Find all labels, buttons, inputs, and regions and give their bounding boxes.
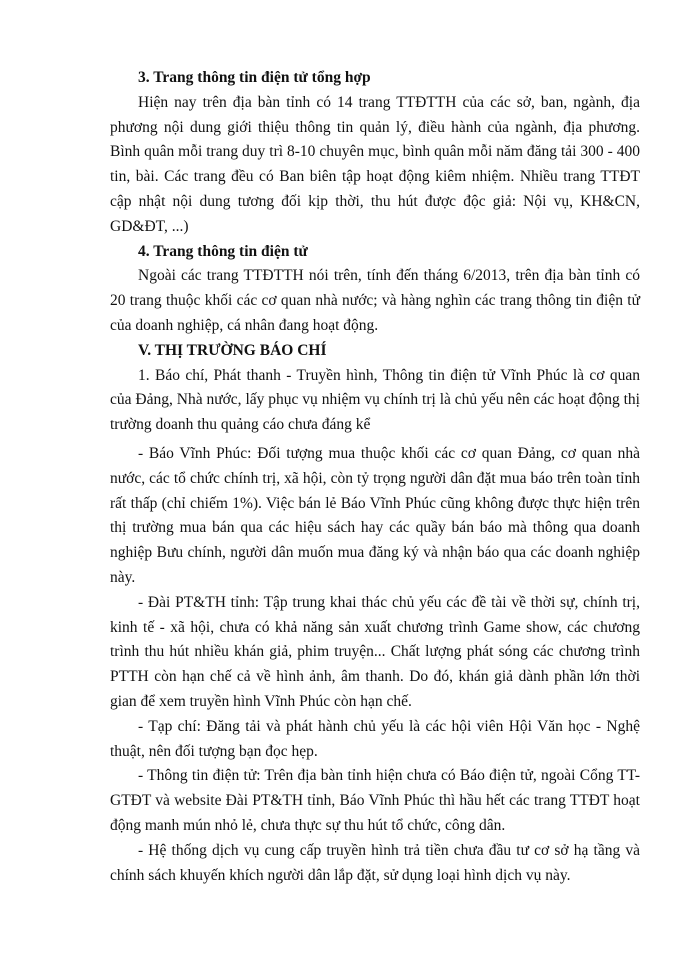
- section-heading-3: 3. Trang thông tin điện tử tổng hợp: [138, 69, 371, 86]
- chapter-heading-v: V. THỊ TRƯỜNG BÁO CHÍ: [138, 341, 327, 359]
- document-body: [110, 66, 640, 888]
- paragraph: - Báo Vĩnh Phúc: Đối tượng mua thuộc khối các cơ quan Đảng, cơ quan nhà nước, các tổ chức chính trị, xã hội, còn tỷ trọng người dân đặt mua báo trên toàn tỉnh rất thấp (chỉ chiếm 1%). Việc bán lẻ Báo Vĩnh Phúc cũng không được thực hiện trên thị trường mua bán qua các hiệu sách hay các quầy bán báo mà thông qua doanh nghiệp Bưu chính, người dân muốn mua đăng ký và nhận báo qua các doanh nghiệp này.: [110, 444, 640, 586]
- paragraph: Hiện nay trên địa bàn tỉnh có 14 trang TTĐTTH của các sở, ban, ngành, địa phương nội dung giới thiệu thông tin quản lý, điều hành của ngành, địa phương. Bình quân mỗi trang duy trì 8-10 chuyên mục, bình quân mỗi năm đăng tải 300 - 400 tin, bài. Các trang đều có Ban biên tập hoạt động kiêm nhiệm. Nhiều trang TTĐT cập nhật nội dung tương đối kịp thời, thu hút được độc giả: Nội vụ, KH&CN, GD&ĐT, ...): [110, 93, 640, 235]
- paragraph: - Đài PT&TH tỉnh: Tập trung khai thác chủ yếu các đề tài về thời sự, chính trị, kinh tế - xã hội, chưa có khả năng sản xuất chương trình Game show, các chương trình thu hút nhiều khán giả, phim truyện... Chất lượng phát sóng các chương trình PTTH còn hạn chế cả về hình ảnh, âm thanh. Do đó, khán giả dành phần lớn thời gian để xem truyền hình Vĩnh Phúc còn hạn chế.: [110, 593, 640, 710]
- section-heading-4: 4. Trang thông tin điện tử: [138, 242, 308, 260]
- paragraph: 1. Báo chí, Phát thanh - Truyền hình, Thông tin điện tử Vĩnh Phúc là cơ quan của Đảng, Nhà nước, lấy phục vụ nhiệm vụ chính trị là chủ yếu nên các hoạt động thị trường doanh thu quảng cáo chưa đáng kể: [110, 366, 640, 434]
- paragraph: Ngoài các trang TTĐTTH nói trên, tính đến tháng 6/2013, trên địa bàn tỉnh có 20 trang thuộc khối các cơ quan nhà nước; và hàng nghìn các trang thông tin điện tử của doanh nghiệp, cá nhân đang hoạt động.: [110, 267, 640, 334]
- paragraph: - Tạp chí: Đăng tải và phát hành chủ yếu là các hội viên Hội Văn học - Nghệ thuật, nên đối tượng bạn đọc hẹp.: [110, 717, 640, 760]
- paragraph: - Hệ thống dịch vụ cung cấp truyền hình trả tiền chưa đầu tư cơ sở hạ tầng và chính sách khuyến khích người dân lắp đặt, sử dụng loại hình dịch vụ này.: [110, 841, 640, 884]
- paragraph: - Thông tin điện tử: Trên địa bàn tỉnh hiện chưa có Báo điện tử, ngoài Cổng TT-GTĐT và website Đài PT&TH tỉnh, Báo Vĩnh Phúc thì hầu hết các trang TTĐT hoạt động manh mún nhỏ lẻ, chưa thực sự thu hút tổ chức, công dân.: [110, 767, 640, 834]
